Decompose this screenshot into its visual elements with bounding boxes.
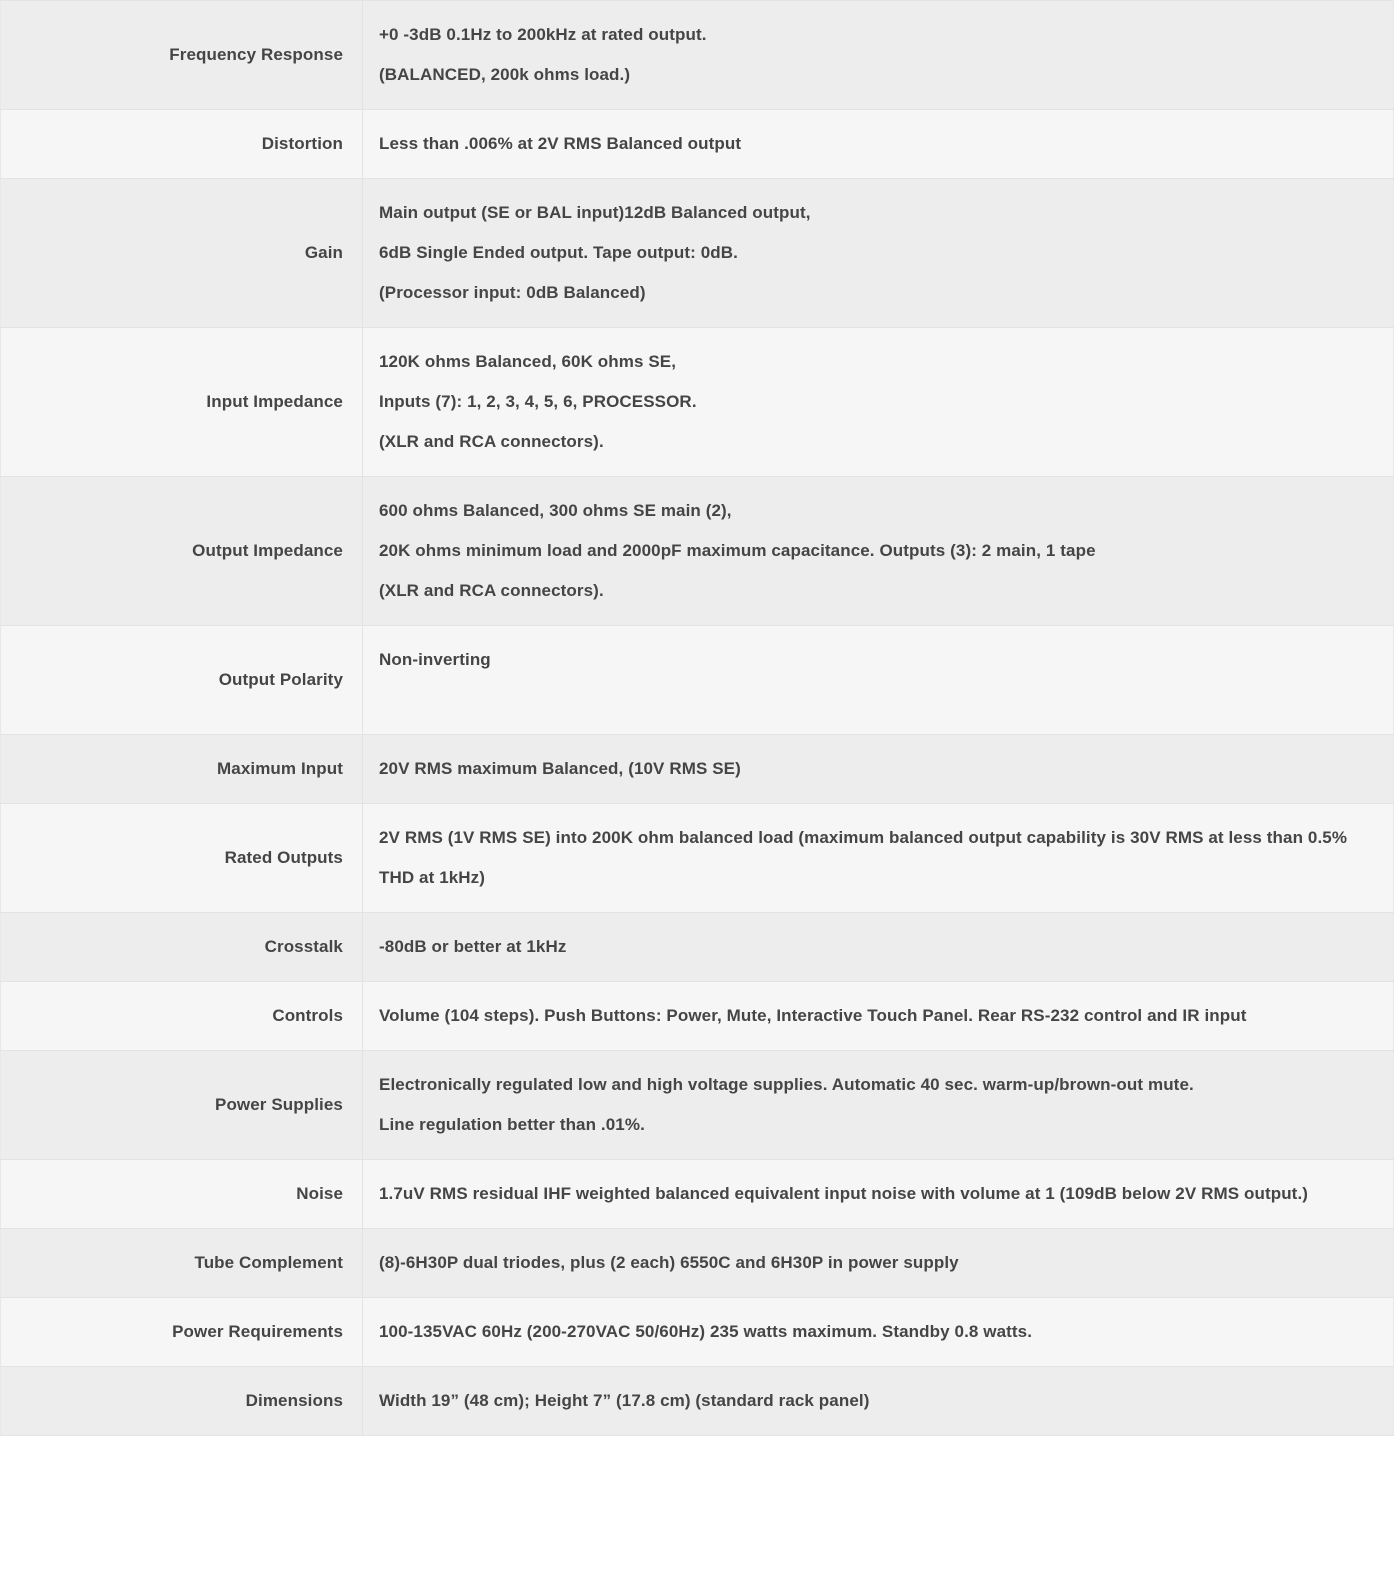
- spec-value-line: 20K ohms minimum load and 2000pF maximum capacitance. Outputs (3): 2 main, 1 tape: [379, 541, 1096, 560]
- spec-label: Rated Outputs: [1, 804, 363, 913]
- spec-label: Frequency Response: [1, 1, 363, 110]
- table-row: [1, 328, 1394, 477]
- table-row: [1, 1051, 1394, 1160]
- table-row: [1, 1, 1394, 110]
- spec-value: [363, 735, 1394, 804]
- table-row: [1, 110, 1394, 179]
- spec-value-line: Width 19” (48 cm); Height 7” (17.8 cm) (standard rack panel): [379, 1391, 870, 1410]
- spec-value: [363, 1, 1394, 110]
- spec-value-line: -80dB or better at 1kHz: [379, 937, 567, 956]
- spec-label: Input Impedance: [1, 328, 363, 477]
- spec-value-line: Electronically regulated low and high voltage supplies. Automatic 40 sec. warm-up/brown-out mute.: [379, 1075, 1194, 1094]
- table-row: [1, 804, 1394, 913]
- spec-value-line: 6dB Single Ended output. Tape output: 0dB.: [379, 243, 738, 262]
- spec-value-line: Non-inverting: [379, 650, 491, 669]
- spec-value: [363, 626, 1394, 735]
- spec-value-line: 120K ohms Balanced, 60K ohms SE,: [379, 352, 677, 371]
- spec-value-line: +0 -3dB 0.1Hz to 200kHz at rated output.: [379, 25, 707, 44]
- spec-value-line: (XLR and RCA connectors).: [379, 581, 604, 600]
- table-row: [1, 179, 1394, 328]
- spec-label: Gain: [1, 179, 363, 328]
- spec-value: [363, 1160, 1394, 1229]
- spec-value-line: Main output (SE or BAL input)12dB Balanced output,: [379, 203, 811, 222]
- spec-value-line: 1.7uV RMS residual IHF weighted balanced equivalent input noise with volume at 1 (109dB below 2V RMS output.): [379, 1184, 1309, 1203]
- spec-value-line: Line regulation better than .01%.: [379, 1115, 645, 1134]
- table-row: [1, 982, 1394, 1051]
- spec-label: Tube Complement: [1, 1229, 363, 1298]
- spec-value-line: 20V RMS maximum Balanced, (10V RMS SE): [379, 759, 741, 778]
- spec-value-line: 2V RMS (1V RMS SE) into 200K ohm balanced load (maximum balanced output capability is 30V RMS at less than 0.5% THD at 1kHz): [379, 828, 1348, 887]
- spec-value: [363, 328, 1394, 477]
- table-row: [1, 1229, 1394, 1298]
- spec-label: Power Supplies: [1, 1051, 363, 1160]
- spec-value-line: 600 ohms Balanced, 300 ohms SE main (2),: [379, 501, 732, 520]
- table-row: [1, 735, 1394, 804]
- table-row: [1, 1298, 1394, 1367]
- spec-value: [363, 982, 1394, 1051]
- spec-value-line: Less than .006% at 2V RMS Balanced output: [379, 134, 742, 153]
- spec-value: [363, 1298, 1394, 1367]
- spec-value-line: Volume (104 steps). Push Buttons: Power, Mute, Interactive Touch Panel. Rear RS-232 control and IR input: [379, 1006, 1247, 1025]
- spec-label: Distortion: [1, 110, 363, 179]
- spec-label: Noise: [1, 1160, 363, 1229]
- table-row: [1, 913, 1394, 982]
- spec-value-line: [379, 680, 1371, 720]
- spec-value: [363, 1051, 1394, 1160]
- spec-value-line: 100-135VAC 60Hz (200-270VAC 50/60Hz) 235 watts maximum. Standby 0.8 watts.: [379, 1322, 1033, 1341]
- spec-label: Dimensions: [1, 1367, 363, 1436]
- spec-label: Maximum Input: [1, 735, 363, 804]
- spec-label: Output Polarity: [1, 626, 363, 735]
- table-row: [1, 1160, 1394, 1229]
- spec-label: Crosstalk: [1, 913, 363, 982]
- table-row: [1, 1367, 1394, 1436]
- spec-value: [363, 804, 1394, 913]
- spec-label: Power Requirements: [1, 1298, 363, 1367]
- spec-value-line: (8)-6H30P dual triodes, plus (2 each) 6550C and 6H30P in power supply: [379, 1253, 959, 1272]
- table-row: [1, 626, 1394, 735]
- specifications-table-body: [1, 1, 1394, 1436]
- spec-value: [363, 1229, 1394, 1298]
- spec-label: Controls: [1, 982, 363, 1051]
- spec-value-line: (BALANCED, 200k ohms load.): [379, 65, 631, 84]
- spec-label: Output Impedance: [1, 477, 363, 626]
- spec-value: [363, 110, 1394, 179]
- spec-value-line: (XLR and RCA connectors).: [379, 432, 604, 451]
- spec-value: [363, 913, 1394, 982]
- spec-value-line: (Processor input: 0dB Balanced): [379, 283, 646, 302]
- spec-value-line: Inputs (7): 1, 2, 3, 4, 5, 6, PROCESSOR.: [379, 392, 697, 411]
- spec-value: [363, 477, 1394, 626]
- spec-value: [363, 179, 1394, 328]
- spec-value: [363, 1367, 1394, 1436]
- table-row: [1, 477, 1394, 626]
